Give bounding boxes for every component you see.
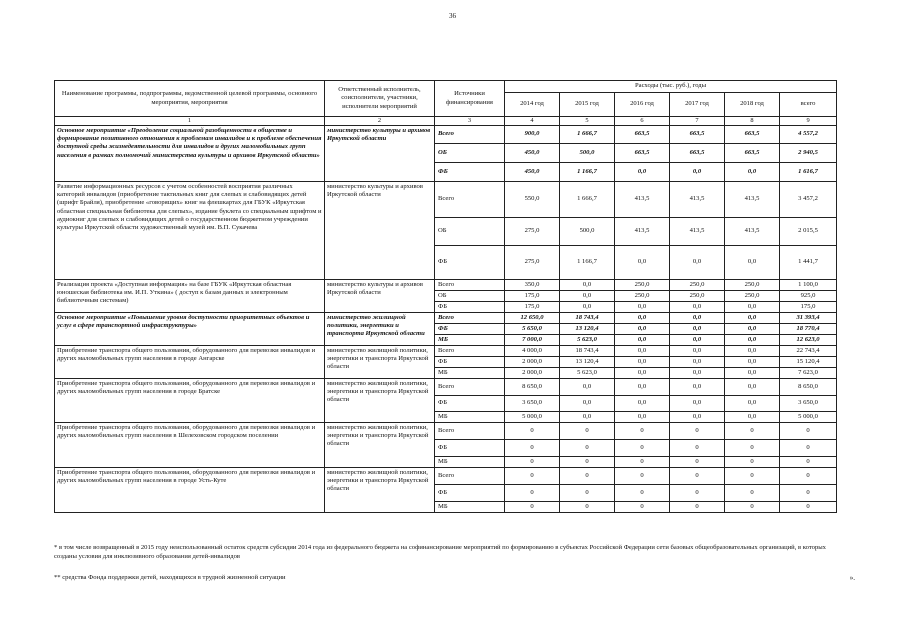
year-value: 5 623,0 [560, 335, 615, 346]
year-value: 5 623,0 [560, 368, 615, 379]
funding-source: ФБ [435, 324, 505, 335]
year-value: 0,0 [615, 335, 670, 346]
total-value: 22 743,4 [780, 346, 837, 357]
year-value: 175,0 [505, 291, 560, 302]
expenses-table [54, 80, 837, 513]
year-value: 0,0 [560, 379, 615, 396]
funding-source: МБ [435, 412, 505, 423]
year-value: 0 [725, 468, 780, 485]
year-value: 663,5 [670, 144, 725, 163]
activity-executor: министерство культуры и архивов Иркутской области [325, 126, 435, 182]
year-value: 413,5 [670, 218, 725, 246]
table-row [55, 423, 837, 440]
total-value: 1 100,0 [780, 280, 837, 291]
year-value: 0 [560, 502, 615, 513]
year-value: 0,0 [615, 357, 670, 368]
table-row [55, 313, 837, 324]
year-value: 500,0 [560, 218, 615, 246]
funding-source: Всего [435, 280, 505, 291]
year-value: 350,0 [505, 280, 560, 291]
activity-name: Приобретение транспорта общего пользования, оборудованного для перевозки инвалидов и других маломобильных групп населения в городе Усть-Куте [55, 468, 325, 513]
year-value: 0 [670, 457, 725, 468]
year-value: 3 650,0 [505, 396, 560, 412]
total-value: 0 [780, 485, 837, 502]
activity-executor: министерство культуры и архивов Иркутской области [325, 280, 435, 313]
year-value: 175,0 [505, 302, 560, 313]
header-year: 2018 год [725, 93, 780, 117]
year-value: 0,0 [670, 368, 725, 379]
year-value: 0,0 [560, 291, 615, 302]
year-value: 0,0 [725, 396, 780, 412]
year-value: 1 166,7 [560, 163, 615, 182]
total-value: 1 616,7 [780, 163, 837, 182]
activity-name: Развитие информационных ресурсов с учетом особенностей восприятия различных категорий инвалидов (приобретение тактильных книг для слепых и слабовидящих детей (шрифт Брайля), приобретение «говорящих» книг на флешкартах для ГБУК «Иркутская областная специальная библиотека для слепых», издание буклета со специальным шрифтом и аудиокниг для слепых и слабовидящих детей о государственном бюджетном учреждении культуры Иркутской области художественный музей им. В.П. Сукачева [55, 182, 325, 280]
funding-source: ФБ [435, 396, 505, 412]
year-value: 0 [505, 423, 560, 440]
year-value: 0 [615, 485, 670, 502]
year-value: 0 [725, 440, 780, 457]
table-row [55, 468, 837, 485]
year-value: 0,0 [670, 246, 725, 280]
activity-executor: министерство жилищной политики, энергетики и транспорта Иркутской области [325, 423, 435, 468]
year-value: 413,5 [725, 182, 780, 218]
year-value: 0,0 [615, 396, 670, 412]
column-numbers-row [55, 117, 837, 126]
year-value: 250,0 [615, 280, 670, 291]
total-value: 18 770,4 [780, 324, 837, 335]
activity-executor: министерство жилищной политики, энергетики и транспорта Иркутской области [325, 468, 435, 513]
year-value: 0 [670, 485, 725, 502]
year-value: 0 [670, 423, 725, 440]
total-value: 5 000,0 [780, 412, 837, 423]
year-value: 250,0 [670, 291, 725, 302]
total-value: 0 [780, 502, 837, 513]
year-value: 0,0 [725, 313, 780, 324]
total-value: 0 [780, 468, 837, 485]
total-value: 0 [780, 457, 837, 468]
funding-source: ФБ [435, 357, 505, 368]
year-value: 250,0 [670, 280, 725, 291]
table-row [55, 126, 837, 144]
table-row [55, 346, 837, 357]
year-value: 250,0 [725, 291, 780, 302]
header-executor: Ответственный исполнитель, соисполнители, участники, исполнители мероприятий [325, 81, 435, 117]
column-number: 7 [670, 117, 725, 126]
year-value: 5 000,0 [505, 412, 560, 423]
activity-name: Основное мероприятие «Преодоление социальной разобщенности в обществе и формирование позитивного отношения к проблемам инвалидов и к проблеме обеспечения доступной среды жизнедеятельности для инвалидов и других маломобильных групп населения в рамках полномочий министерства культуры и архивов Иркутской области» [55, 126, 325, 182]
funding-source: Всего [435, 346, 505, 357]
year-value: 0 [615, 457, 670, 468]
year-value: 663,5 [670, 126, 725, 144]
total-value: 4 557,2 [780, 126, 837, 144]
column-number: 2 [325, 117, 435, 126]
year-value: 450,0 [505, 163, 560, 182]
year-value: 0,0 [670, 357, 725, 368]
funding-source: МБ [435, 335, 505, 346]
total-value: 0 [780, 423, 837, 440]
year-value: 0,0 [725, 335, 780, 346]
year-value: 2 000,0 [505, 368, 560, 379]
year-value: 413,5 [615, 182, 670, 218]
year-value: 0,0 [615, 324, 670, 335]
year-value: 8 650,0 [505, 379, 560, 396]
column-number: 1 [55, 117, 325, 126]
year-value: 1 166,7 [560, 246, 615, 280]
activity-executor: министерство жилищной политики, энергетики и транспорта Иркутской области [325, 346, 435, 379]
year-value: 13 120,4 [560, 324, 615, 335]
year-value: 0,0 [670, 302, 725, 313]
year-value: 0,0 [725, 163, 780, 182]
activity-executor: министерство культуры и архивов Иркутской области [325, 182, 435, 280]
header-expenses: Расходы (тыс. руб.), годы [505, 81, 837, 93]
column-number: 8 [725, 117, 780, 126]
total-value: 31 393,4 [780, 313, 837, 324]
funding-source: Всего [435, 182, 505, 218]
year-value: 0,0 [725, 246, 780, 280]
header-source: Источники финансирования [435, 81, 505, 117]
year-value: 0,0 [670, 324, 725, 335]
year-value: 0,0 [725, 357, 780, 368]
year-value: 5 650,0 [505, 324, 560, 335]
year-value: 0,0 [615, 246, 670, 280]
year-value: 1 666,7 [560, 182, 615, 218]
year-value: 0,0 [670, 335, 725, 346]
year-value: 275,0 [505, 246, 560, 280]
year-value: 0 [560, 423, 615, 440]
funding-source: ОБ [435, 218, 505, 246]
header-year: 2016 год [615, 93, 670, 117]
funding-source: ФБ [435, 302, 505, 313]
header-year: 2015 год [560, 93, 615, 117]
year-value: 550,0 [505, 182, 560, 218]
year-value: 0,0 [725, 379, 780, 396]
total-value: 2 015,5 [780, 218, 837, 246]
year-value: 18 743,4 [560, 346, 615, 357]
total-value: 15 120,4 [780, 357, 837, 368]
year-value: 663,5 [725, 144, 780, 163]
year-value: 0,0 [615, 313, 670, 324]
activity-executor: министерство жилищной политики, энергетики и транспорта Иркутской области [325, 313, 435, 346]
year-value: 0,0 [670, 379, 725, 396]
year-value: 0,0 [725, 324, 780, 335]
funding-source: ФБ [435, 163, 505, 182]
year-value: 18 743,4 [560, 313, 615, 324]
year-value: 7 000,0 [505, 335, 560, 346]
year-value: 0 [505, 457, 560, 468]
year-value: 0,0 [560, 396, 615, 412]
year-value: 663,5 [725, 126, 780, 144]
year-value: 0,0 [670, 396, 725, 412]
year-value: 413,5 [615, 218, 670, 246]
year-value: 250,0 [615, 291, 670, 302]
year-value: 0 [560, 457, 615, 468]
funding-source: ФБ [435, 485, 505, 502]
year-value: 0,0 [725, 302, 780, 313]
year-value: 12 650,0 [505, 313, 560, 324]
funding-source: Всего [435, 313, 505, 324]
year-value: 0,0 [725, 346, 780, 357]
year-value: 0 [615, 440, 670, 457]
year-value: 250,0 [725, 280, 780, 291]
year-value: 0 [670, 440, 725, 457]
year-value: 0 [505, 440, 560, 457]
year-value: 0,0 [615, 412, 670, 423]
footnote-2: ** средства Фонда поддержки детей, находящихся в трудной жизненной ситуации [54, 574, 286, 581]
year-value: 413,5 [670, 182, 725, 218]
year-value: 0 [560, 468, 615, 485]
total-value: 8 650,0 [780, 379, 837, 396]
year-value: 0,0 [670, 346, 725, 357]
column-number: 9 [780, 117, 837, 126]
year-value: 0,0 [615, 346, 670, 357]
total-value: 3 457,2 [780, 182, 837, 218]
page-number: 36 [449, 12, 456, 20]
total-value: 3 650,0 [780, 396, 837, 412]
year-value: 13 120,4 [560, 357, 615, 368]
funding-source: МБ [435, 368, 505, 379]
table-row [55, 280, 837, 291]
year-value: 0 [615, 423, 670, 440]
table-row [55, 379, 837, 396]
total-value: 2 940,5 [780, 144, 837, 163]
year-value: 1 666,7 [560, 126, 615, 144]
column-number: 5 [560, 117, 615, 126]
header-year: 2017 год [670, 93, 725, 117]
funding-source: ОБ [435, 144, 505, 163]
funding-source: ФБ [435, 440, 505, 457]
funding-source: ОБ [435, 291, 505, 302]
year-value: 0,0 [560, 302, 615, 313]
year-value: 0,0 [560, 280, 615, 291]
year-value: 2 000,0 [505, 357, 560, 368]
column-number: 4 [505, 117, 560, 126]
year-value: 0 [725, 502, 780, 513]
activity-executor: министерство жилищной политики, энергетики и транспорта Иркутской области [325, 379, 435, 423]
footnote-1: * в том числе возвращенный в 2015 году неиспользованный остаток средств субсидии 2014 года из федерального бюджета на софинансирование мероприятий по формированию в субъектах Российской Федерации сети базовых общеобразовательных организаций, в которых созданы условия для инклюзивного образования детей-инвалидов [54, 544, 826, 560]
year-value: 0,0 [615, 302, 670, 313]
year-value: 0 [670, 502, 725, 513]
total-value: 7 623,0 [780, 368, 837, 379]
year-value: 663,5 [615, 126, 670, 144]
funding-source: ФБ [435, 246, 505, 280]
year-value: 450,0 [505, 144, 560, 163]
year-value: 0,0 [670, 163, 725, 182]
year-value: 663,5 [615, 144, 670, 163]
total-value: 12 623,0 [780, 335, 837, 346]
activity-name: Приобретение транспорта общего пользования, оборудованного для перевозки инвалидов и других маломобильных групп населения в городе Ангарске [55, 346, 325, 379]
column-number: 6 [615, 117, 670, 126]
table-row [55, 182, 837, 218]
year-value: 413,5 [725, 218, 780, 246]
total-value: 1 441,7 [780, 246, 837, 280]
column-number: 3 [435, 117, 505, 126]
year-value: 0 [560, 440, 615, 457]
total-value: 175,0 [780, 302, 837, 313]
year-value: 0,0 [560, 412, 615, 423]
year-value: 0,0 [615, 368, 670, 379]
funding-source: Всего [435, 126, 505, 144]
closing-quote: ». [849, 574, 855, 582]
year-value: 0 [505, 485, 560, 502]
year-value: 0 [725, 485, 780, 502]
funding-source: Всего [435, 423, 505, 440]
funding-source: Всего [435, 379, 505, 396]
year-value: 0 [670, 468, 725, 485]
year-value: 0 [505, 502, 560, 513]
year-value: 0 [505, 468, 560, 485]
activity-name: Приобретение транспорта общего пользования, оборудованного для перевозки инвалидов и других маломобильных групп населения в Шелеховском городском поселении [55, 423, 325, 468]
activity-name: Реализация проекта «Доступная информация» на базе ГБУК «Иркутская областная юношеская библиотека им. И.П. Уткина» ( доступ к базам данных и электронным библиотечным системам) [55, 280, 325, 313]
year-value: 0,0 [670, 313, 725, 324]
funding-source: Всего [435, 468, 505, 485]
activity-name: Приобретение транспорта общего пользования, оборудованного для перевозки инвалидов и других маломобильных групп населения в городе Братске [55, 379, 325, 423]
year-value: 0 [725, 457, 780, 468]
year-value: 0 [615, 468, 670, 485]
year-value: 0 [725, 423, 780, 440]
year-value: 0 [560, 485, 615, 502]
year-value: 4 000,0 [505, 346, 560, 357]
activity-name: Основное мероприятие «Повышение уровня доступности приоритетных объектов и услуг в сфере транспортной инфраструктуры» [55, 313, 325, 346]
year-value: 275,0 [505, 218, 560, 246]
year-value: 0 [615, 502, 670, 513]
year-value: 0,0 [725, 412, 780, 423]
year-value: 0,0 [670, 412, 725, 423]
header-total: всего [780, 93, 837, 117]
year-value: 500,0 [560, 144, 615, 163]
header-name: Наименование программы, подпрограммы, ведомственной целевой программы, основного мероприятия, мероприятия [55, 81, 325, 117]
total-value: 925,0 [780, 291, 837, 302]
header-year: 2014 год [505, 93, 560, 117]
year-value: 0,0 [615, 163, 670, 182]
funding-source: МБ [435, 457, 505, 468]
year-value: 900,0 [505, 126, 560, 144]
funding-source: МБ [435, 502, 505, 513]
year-value: 0,0 [725, 368, 780, 379]
year-value: 0,0 [615, 379, 670, 396]
total-value: 0 [780, 440, 837, 457]
